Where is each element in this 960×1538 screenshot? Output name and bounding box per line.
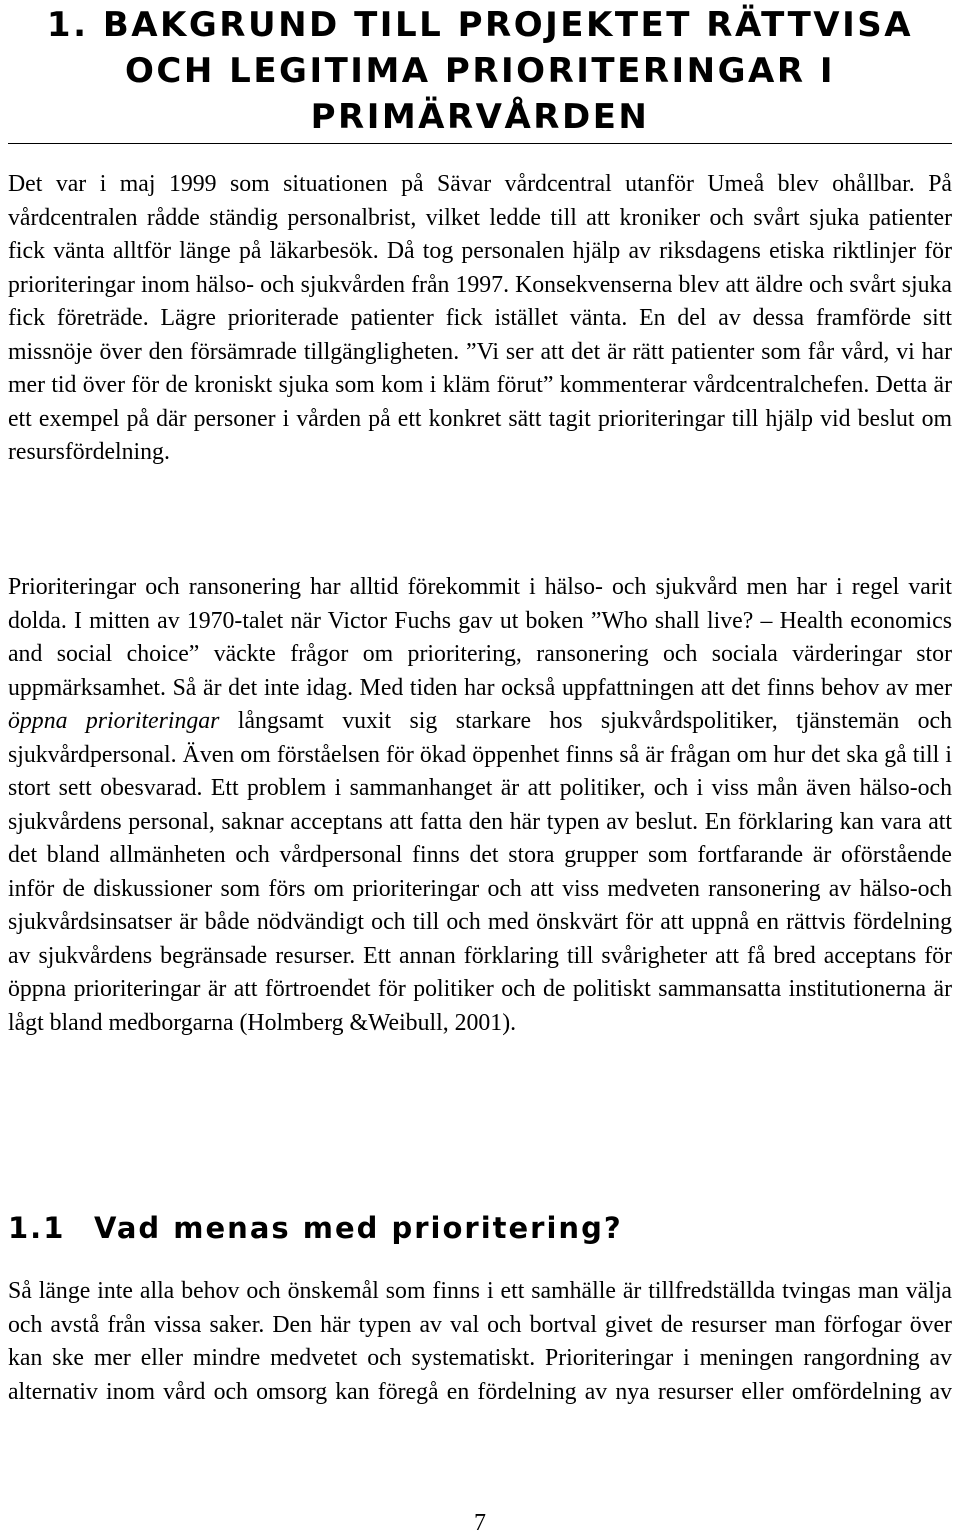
chapter-heading	[8, 2, 952, 140]
chapter-heading-line-3: PRIMÄRVÅRDEN	[310, 97, 650, 137]
paragraph-definition: Så länge inte alla behov och önskemål som finns i ett samhälle är tillfredställda tvingas man välja och avstå från vissa saker. Den här typen av val och bortval givet de resurser man förfogar över kan ske mer eller mindre medvetet och systematiskt. Prioriteringar i meningen rangordning av alternativ inom vård och omsorg kan föregå en fördelning av nya resurser eller omfördelning av	[8, 1278, 952, 1405]
chapter-heading-line-2: OCH LEGITIMA PRIORITERINGAR I	[125, 51, 835, 91]
paragraph-prioritization-history	[8, 571, 952, 1040]
section-heading	[8, 1208, 623, 1248]
paragraph-2-emphasis: öppna prioriteringar	[8, 708, 220, 734]
paragraph-2-text-b: långsamt vuxit sig starkare hos sjukvårdspolitiker, tjänstemän och sjukvårdpersonal. Även om förståelsen för ökad öppenhet finns så är frågan om hur det ska gå till i stort sett obesvarad. Ett problem i sammanhanget är att politiker, och i viss mån även hälso-och sjukvårdens personal, saknar acceptans att fatta den här typen av beslut. En förklaring kan vara att det bland allmänheten och vårdpersonal finns det stora grupper som fortfarande är oförstående inför de diskussioner som förs om prioriteringar och att viss medveten ransonering av hälso-och sjukvårdsinsatser är både nödvändigt och till och med önskvärt för att uppnå en rättvis fördelning av sjukvårdens begränsade resurser. Ett annan förklaring till svårigheter att få bred acceptans för öppna prioriteringar är att förtroendet för politiker och de politiskt sammansatta institutionerna är lågt bland medborgarna (Holmberg &Weibull, 2001).	[8, 708, 952, 1036]
page-number: 7	[474, 1510, 486, 1536]
paragraph-intro: Det var i maj 1999 som situationen på Sävar vårdcentral utanför Umeå blev ohållbar. På vårdcentralen rådde ständig personalbrist, vilket ledde till att kroniker och svårt sjuka patienter fick vänta alltför länge på läkarbesök. Då tog personalen hjälp av riksdagens etiska riktlinjer för prioriteringar inom hälso- och sjukvården från 1997. Konsekvenserna blev att äldre och svårt sjuka fick företräde. Lägre prioriterade patienter fick istället vänta. En del av dessa framförde sitt missnöje över den försämrade tillgängligheten. ”Vi ser att det är rätt patienter som får vård, vi har mer tid över för de kroniskt sjuka som kom i kläm förut” kommenterar vårdcentralchefen. Detta är ett exempel på där personer i vården på ett konkret sätt tagit prioriteringar till hjälp vid beslut om resursfördelning.	[8, 171, 952, 465]
heading-underline	[8, 143, 952, 144]
section-number: 1.1	[8, 1211, 66, 1245]
section-title: Vad menas med prioritering?	[94, 1211, 623, 1245]
paragraph-2-text-a: Prioriteringar och ransonering har alltid förekommit i hälso- och sjukvård men har i regel varit dolda. I mitten av 1970-talet när Victor Fuchs gav ut boken ”Who shall live? – Health economics and social choice” väckte frågor om prioritering, ransonering och sociala värderingar stor uppmärksamhet. Så är det inte idag. Med tiden har också uppfattningen att det finns behov av mer	[8, 574, 952, 701]
chapter-heading-line-1: 1. BAKGRUND TILL PROJEKTET RÄTTVISA	[46, 5, 914, 45]
